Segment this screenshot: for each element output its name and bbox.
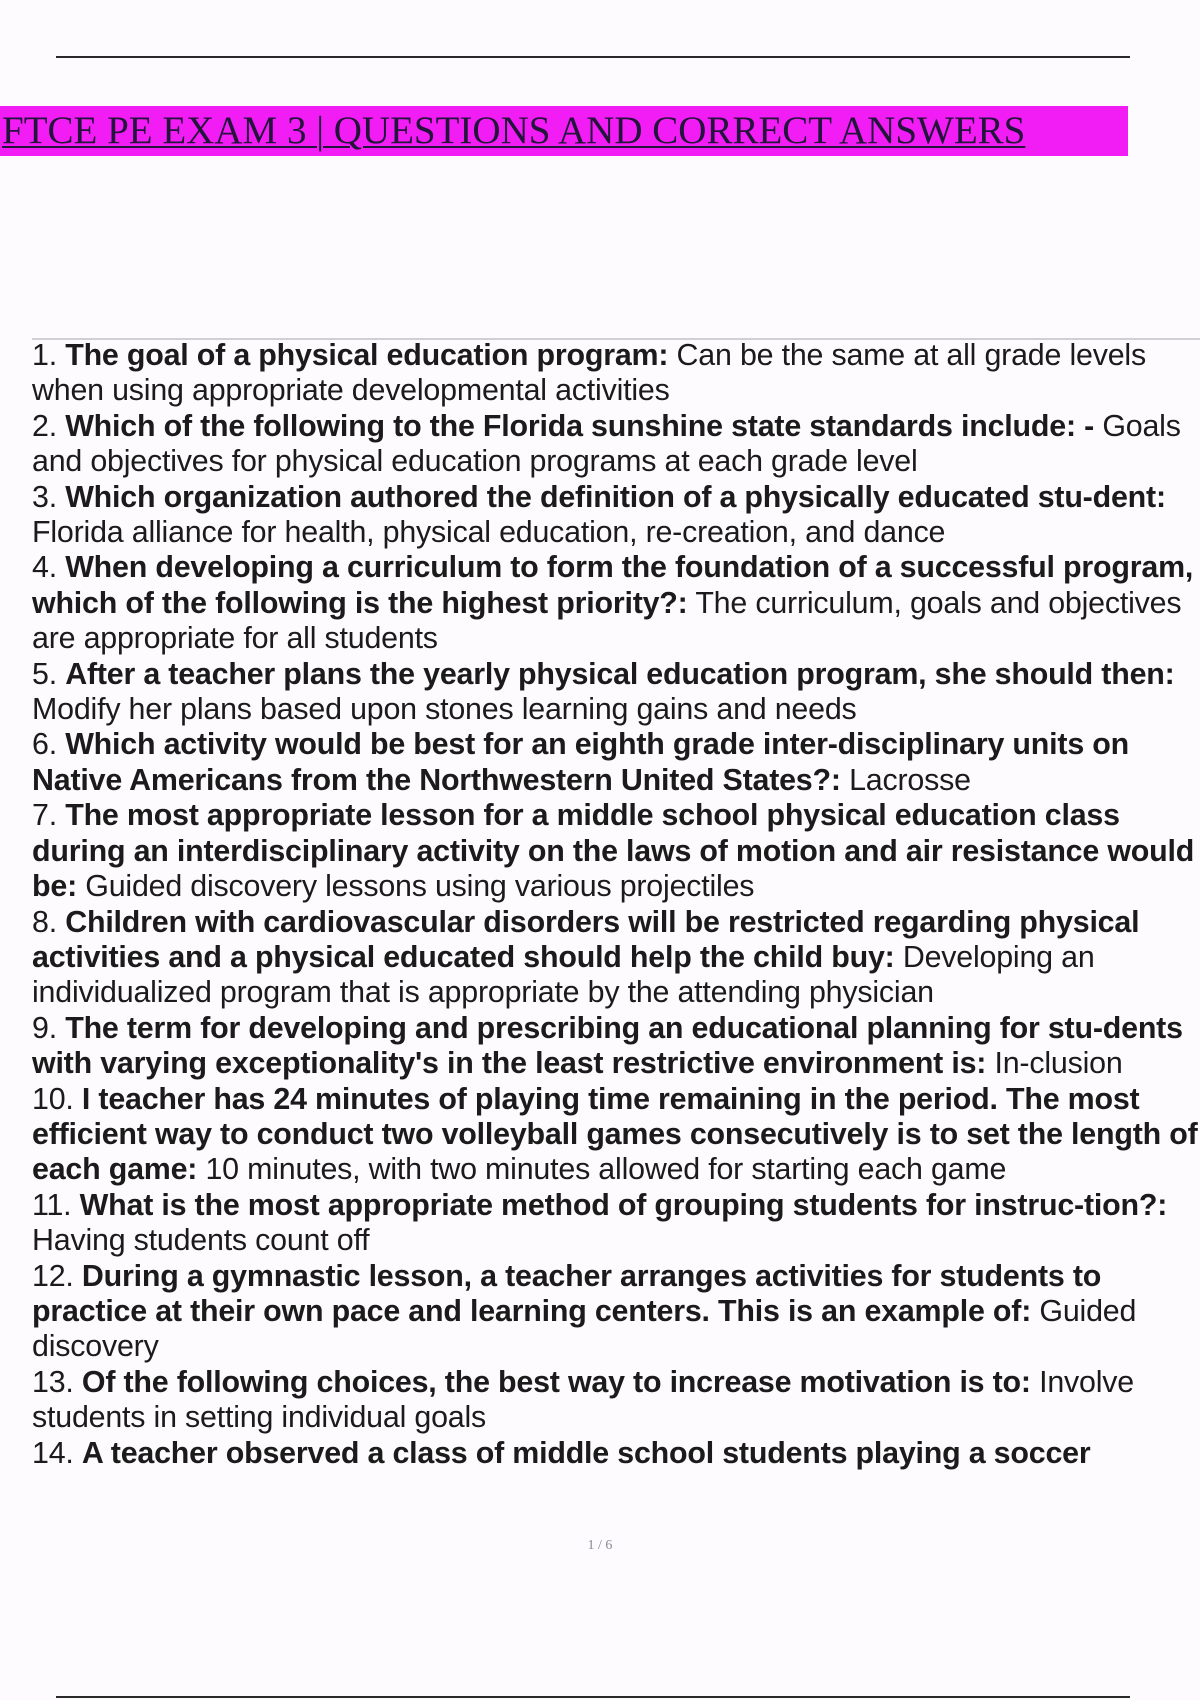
- question-number: 4.: [32, 550, 57, 585]
- page-number: 1 / 6: [587, 1538, 613, 1553]
- list-item: [32, 550, 1200, 656]
- question-number: 14.: [32, 1435, 74, 1470]
- answer-text: Involve students in setting individual goals: [32, 1364, 1134, 1435]
- question-text: During a gymnastic lesson, a teacher arranges activities for students to practice at their own pace and learning centers. This is an example of:: [32, 1258, 1102, 1328]
- question-number: 10.: [32, 1081, 74, 1116]
- list-item: [32, 727, 1200, 798]
- list-item: [32, 1436, 1200, 1471]
- question-text: Which organization authored the definition of a physically educated stu-dent:: [65, 479, 1166, 514]
- answer-text: Having students count off: [32, 1223, 370, 1258]
- list-item: [32, 480, 1200, 551]
- answer-text: Can be the same at all grade levels when using appropriate developmental activities: [32, 338, 1146, 408]
- question-answer-list: [32, 338, 1200, 1471]
- bottom-rule: [56, 1696, 1130, 1698]
- question-number: 8.: [32, 904, 57, 939]
- question-text: I teacher has 24 minutes of playing time remaining in the period. The most efficient way to conduct two volleyball games consecutively is to set the length of each game:: [32, 1081, 1198, 1187]
- question-number: 6.: [32, 727, 57, 762]
- list-item: [32, 1259, 1200, 1365]
- list-item: [32, 1188, 1200, 1259]
- question-text: When developing a curriculum to form the foundation of a successful program, which of the following is the highest priority?:: [32, 550, 1194, 620]
- question-text: What is the most appropriate method of grouping students for instruc-tion?:: [79, 1187, 1168, 1222]
- question-text: Which activity would be best for an eighth grade inter-disciplinary units on Native Americans from the Northwestern United States?:: [32, 727, 1129, 797]
- answer-text: 10 minutes, with two minutes allowed for starting each game: [205, 1152, 1007, 1187]
- list-item: [32, 905, 1200, 1011]
- question-text: A teacher observed a class of middle school students playing a soccer: [81, 1435, 1091, 1470]
- question-number: 1.: [32, 338, 57, 372]
- question-text: The term for developing and prescribing an educational planning for stu-dents with varying exceptionality's in the least restrictive environment is:: [32, 1010, 1183, 1081]
- list-item: [32, 657, 1200, 728]
- question-number: 5.: [32, 656, 57, 691]
- list-item: [32, 1082, 1200, 1188]
- question-text: Of the following choices, the best way to increase motivation is to:: [81, 1364, 1031, 1399]
- answer-text: The curriculum, goals and objectives are appropriate for all students: [32, 585, 1182, 656]
- question-number: 13.: [32, 1364, 74, 1399]
- question-number: 9.: [32, 1010, 57, 1045]
- list-item: [32, 1011, 1200, 1082]
- list-item: [32, 338, 1200, 409]
- top-rule: [56, 56, 1130, 58]
- question-text: The most appropriate lesson for a middle school physical education class during an interdisciplinary activity on the laws of motion and air resistance would be:: [32, 798, 1195, 904]
- question-text: Which of the following to the Florida sunshine state standards include: -: [65, 408, 1095, 443]
- answer-text: Guided discovery: [32, 1293, 1137, 1364]
- list-item: [32, 409, 1200, 480]
- question-number: 2.: [32, 408, 57, 443]
- question-number: 11.: [32, 1187, 72, 1222]
- list-item: [32, 798, 1200, 904]
- question-number: 3.: [32, 479, 57, 514]
- answer-text: In-clusion: [994, 1046, 1123, 1081]
- title-highlight: [0, 106, 1128, 156]
- question-number: 7.: [32, 798, 57, 833]
- question-text: The goal of a physical education program:: [65, 338, 669, 372]
- answer-text: Goals and objectives for physical education programs at each grade level: [32, 408, 1181, 479]
- question-number: 12.: [32, 1258, 74, 1293]
- answer-text: Developing an individualized program that is appropriate by the attending physician: [32, 939, 1095, 1010]
- question-text: After a teacher plans the yearly physical education program, she should then:: [65, 656, 1175, 691]
- question-text: Children with cardiovascular disorders will be restricted regarding physical activities and a physical educated should help the child buy:: [32, 904, 1140, 974]
- answer-text: Lacrosse: [849, 762, 971, 797]
- answer-text: Guided discovery lessons using various projectiles: [85, 869, 755, 904]
- answer-text: Florida alliance for health, physical education, re-creation, and dance: [32, 515, 946, 550]
- answer-text: Modify her plans based upon stones learning gains and needs: [32, 692, 857, 727]
- list-item: [32, 1365, 1200, 1436]
- document-title: FTCE PE EXAM 3 | QUESTIONS AND CORRECT ANSWERS: [2, 109, 1026, 152]
